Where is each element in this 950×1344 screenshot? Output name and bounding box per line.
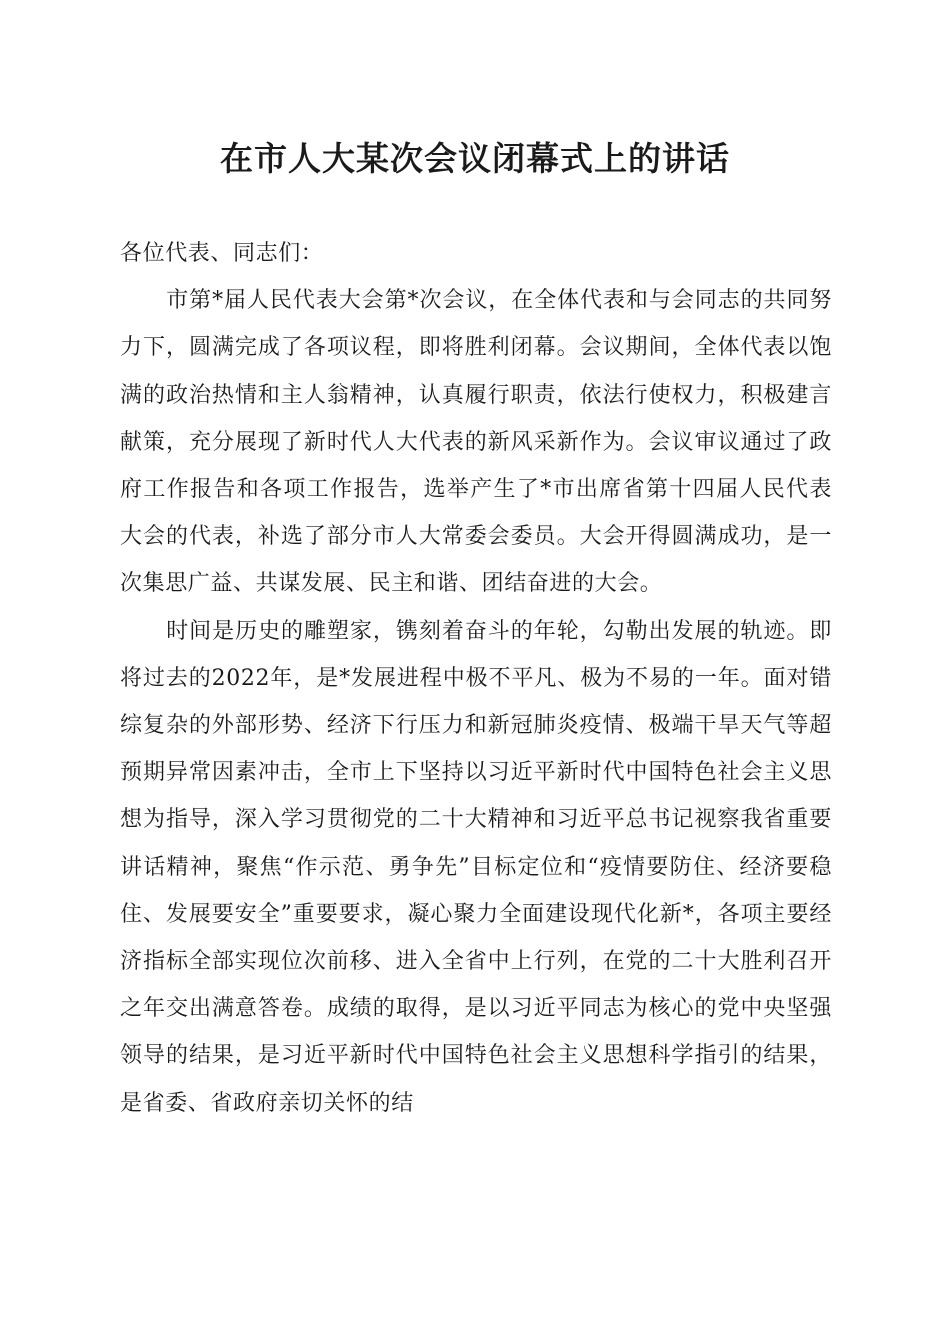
- salutation: 各位代表、同志们：: [120, 241, 324, 266]
- paragraph-1: 市第*届人民代表大会第*次会议，在全体代表和与会同志的共同努力下，圆满完成了各项议程，即将胜利闭幕。会议期间，全体代表以饱满的政治热情和主人翁精神，认真履行职责，依法行使权力，积极建言献策，充分展现了新时代人大代表的新风采新作为。会议审议通过了政府工作报告和各项工作报告，选举产生了*市出席省第十四届人民代表大会的代表，补选了部分市人大常委会委员。大会开得圆满成功，是一次集思广益、共谋发展、民主和谐、团结奋进的大会。: [120, 288, 832, 597]
- document-body: [120, 230, 832, 1127]
- paragraph-2: 时间是历史的雕塑家，镌刻着奋斗的年轮，勾勒出发展的轨迹。即将过去的2022年，是*发展进程中极不平凡、极为不易的一年。面对错综复杂的外部形势、经济下行压力和新冠肺炎疫情、极端干旱天气等超预期异常因素冲击，全市上下坚持以习近平新时代中国特色社会主义思想为指导，深入学习贯彻党的二十大精神和习近平总书记视察我省重要讲话精神，聚焦“作示范、勇争先”目标定位和“疫情要防住、经济要稳住、发展要安全”重要要求，凝心聚力全面建设现代化新*，各项主要经济指标全部实现位次前移、进入全省中上行列，在党的二十大胜利召开之年交出满意答卷。成绩的取得，是以习近平同志为核心的党中央坚强领导的结果，是习近平新时代中国特色社会主义思想科学指引的结果，是省委、省政府亲切关怀的结: [120, 618, 832, 1116]
- document-title: 在市人大某次会议闭幕式上的讲话: [220, 139, 730, 178]
